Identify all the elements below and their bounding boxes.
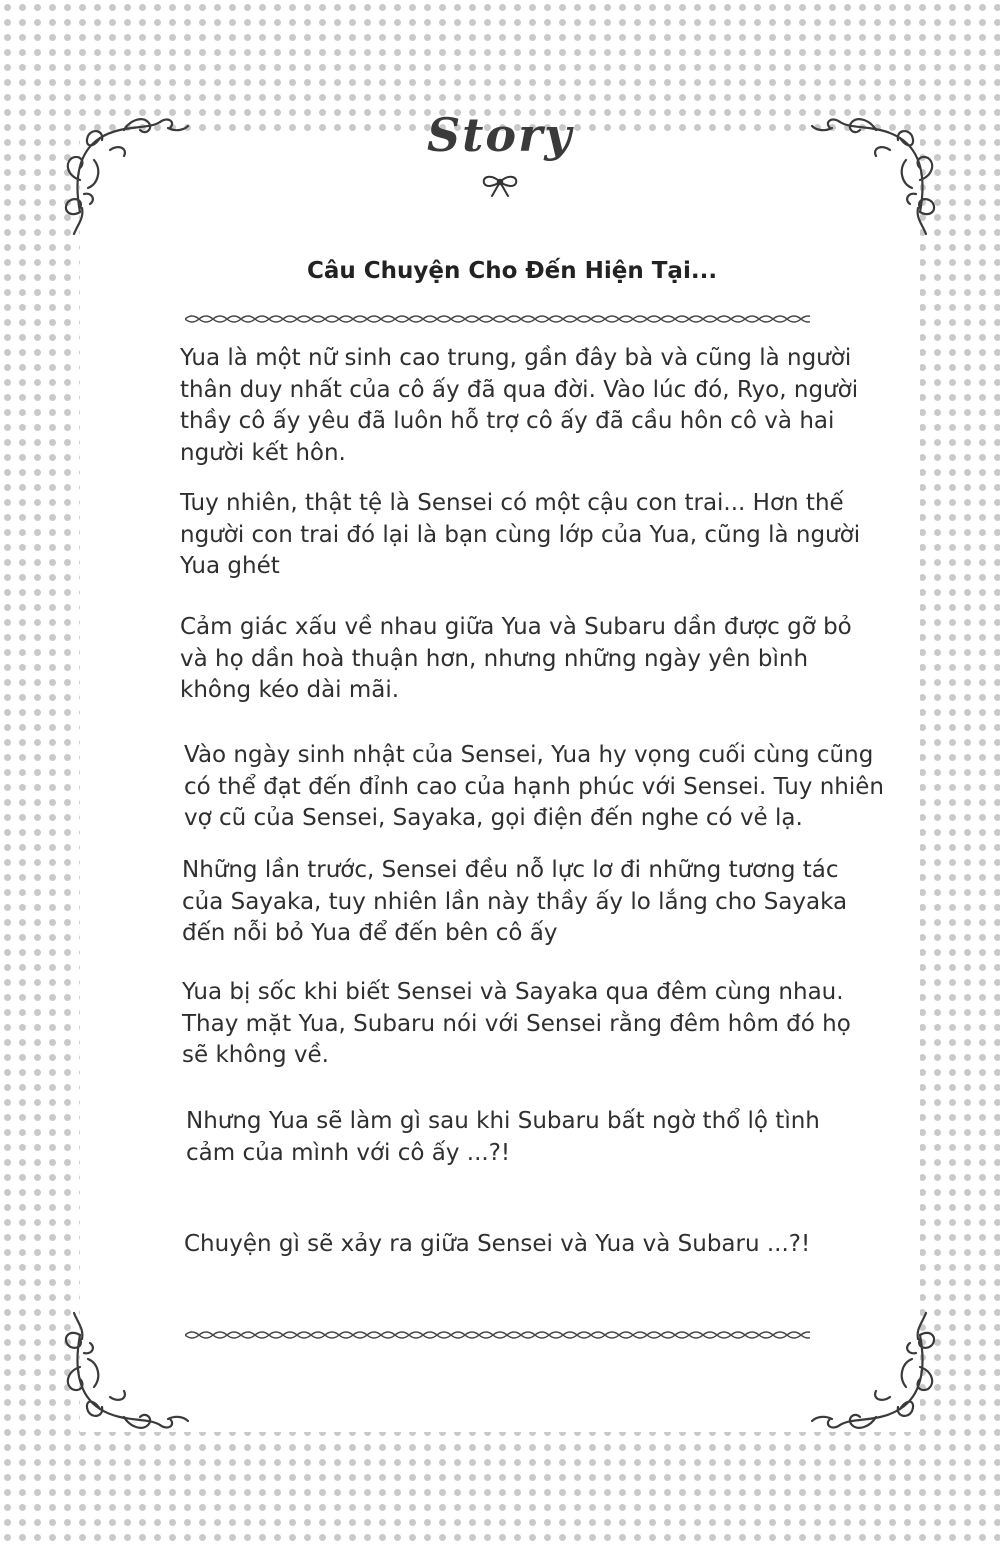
story-paragraph-2: Tuy nhiên, thật tệ là Sensei có một cậu con trai... Hơn thế người con trai đó lại là bạn cùng lớp của Yua, cũng là người Yua ghét	[180, 490, 861, 579]
story-paragraph-5: Những lần trước, Sensei đều nỗ lực lơ đi những tương tác của Sayaka, tuy nhiên lần này thầy ấy lo lắng cho Sayaka đến nỗi bỏ Yua để đến bên cô ấy	[182, 857, 848, 946]
page-title: Story	[426, 108, 574, 162]
story-paragraph-1: Yua là một nữ sinh cao trung, gần đây bà và cũng là người thân duy nhất của cô ấy đã qua đời. Vào lúc đó, Ryo, người thầy cô ấy yêu đã luôn hỗ trợ cô ấy đã cầu hôn cô và hai người kết hôn.	[180, 345, 859, 466]
ribbon-bow-icon	[478, 172, 522, 198]
story-paragraph-6: Yua bị sốc khi biết Sensei và Sayaka qua đêm cùng nhau. Thay mặt Yua, Subaru nói với Sensei rằng đêm hôm đó họ sẽ không về.	[182, 979, 851, 1068]
story-paragraph-3: Cảm giác xấu về nhau giữa Yua và Subaru dần được gỡ bỏ và họ dần hoà thuận hơn, nhưng những ngày yên bình không kéo dài mãi.	[180, 614, 852, 703]
story-paragraph-4: Vào ngày sinh nhật của Sensei, Yua hy vọng cuối cùng cũng có thể đạt đến đỉnh cao của hạnh phúc với Sensei. Tuy nhiên vợ cũ của Sensei, Sayaka, gọi điện đến nghe có vẻ lạ.	[184, 742, 884, 831]
filigree-corner-icon	[806, 1297, 956, 1447]
filigree-corner-icon	[44, 1297, 194, 1447]
story-paragraph-8: Chuyện gì sẽ xảy ra giữa Sensei và Yua và Subaru ...?!	[184, 1231, 811, 1257]
story-paragraph-7: Nhưng Yua sẽ làm gì sau khi Subaru bất ngờ thổ lộ tình cảm của mình với cô ấy ...?!	[186, 1108, 820, 1166]
chain-divider	[185, 312, 810, 326]
chain-divider	[185, 1328, 810, 1342]
section-heading: Câu Chuyện Cho Đến Hiện Tại...	[306, 258, 718, 284]
